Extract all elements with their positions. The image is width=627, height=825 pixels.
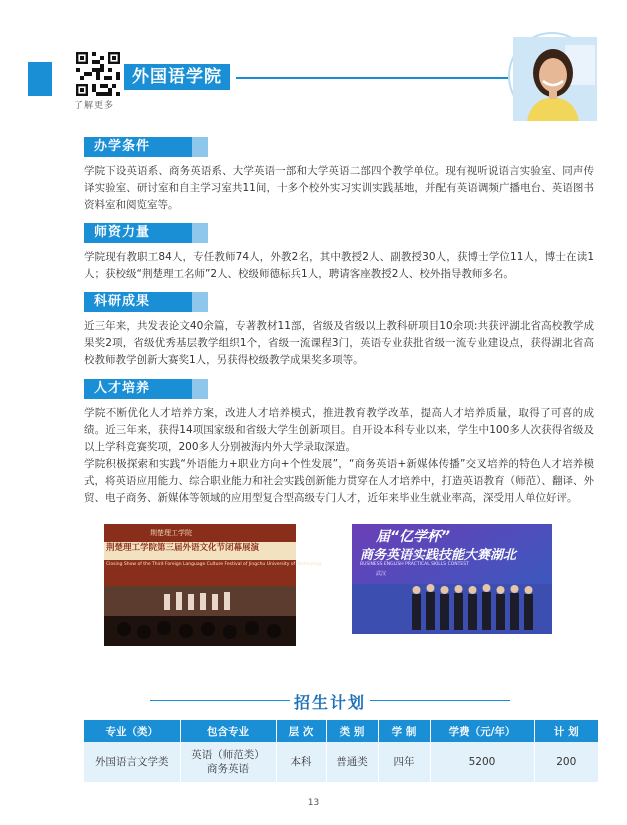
heading-bar-tail [192, 379, 208, 399]
column-header: 类 别 [326, 720, 378, 742]
major-name: 商务英语 [207, 763, 249, 775]
column-header: 学费（元/年） [430, 720, 534, 742]
column-header: 专业（类） [84, 720, 180, 742]
category-cell: 外国语言文学类 [84, 742, 180, 782]
enrollment-title-rule-right [370, 700, 510, 701]
section-heading-conditions [84, 137, 208, 157]
contest-banner-line1: 届“亿学杯” [376, 529, 451, 545]
column-header: 层 次 [276, 720, 326, 742]
qr-caption: 了解更多 [74, 101, 115, 111]
enrollment-title [0, 690, 627, 710]
table-header-row [84, 720, 598, 742]
heading-bar-tail [192, 223, 208, 243]
section-heading-faculty [84, 223, 208, 243]
plan-cell: 200 [534, 742, 598, 782]
title-divider [236, 77, 514, 79]
section-heading-label: 办学条件 [94, 139, 151, 154]
section-heading-label: 人才培养 [94, 381, 151, 396]
majors-cell [180, 742, 276, 782]
type-cell: 普通类 [326, 742, 378, 782]
paragraph: 近三年来，共发表论文40余篇，专著教材11部，省级及省级以上教科研项目10余项:共获评湖北省高校教学成果奖2项，省级优秀基层教学组织1个，省级一流课程3门，英语专业获批省级一流专业建设点，获得湖北省高校教师教学创新大赛奖1人，另获得校级教学成果奖多项等。 [84, 320, 594, 366]
page-number: 13 [307, 798, 320, 808]
paragraph: 学院下设英语系、商务英语系、大学英语一部和大学英语二部四个教学单位。现有视听说语言实验室、同声传译实验室、研讨室和自主学习室共11间，十多个校外实习实训实践基地，并配有英语调频广播电台、英语图书资料室和阅览室等。 [84, 165, 594, 211]
culture-festival-photo [104, 524, 322, 646]
section-heading-research [84, 292, 208, 312]
section-heading-label: 师资力量 [94, 225, 151, 240]
contest-banner-line2: 商务英语实践技能大赛湖北 [360, 548, 517, 563]
section-heading-label: 科研成果 [94, 294, 151, 309]
contest-venue: 武汉 [376, 571, 387, 577]
heading-bar-tail [192, 137, 208, 157]
heading-bar-tail [192, 292, 208, 312]
festival-banner-cn: 荆楚理工学院第三届外语文化节闭幕展演 [106, 543, 260, 553]
enrollment-title-rule-left [150, 700, 290, 701]
table-row [84, 742, 598, 782]
student-portrait-photo [510, 34, 594, 118]
column-header: 计 划 [534, 720, 598, 742]
side-accent-block [28, 62, 52, 96]
section-body-faculty [84, 249, 594, 283]
tuition-cell: 5200 [430, 742, 534, 782]
major-name: 英语（师范类） [191, 749, 265, 761]
paragraph: 学院现有教职工84人，专任教师74人，外教2名，其中教授2人、副教授30人，获博士学位11人，博士在读1人；获校级“荆楚理工名师”2人、校级师德标兵1人，聘请客座教授2人、校外指导教师多名。 [84, 251, 594, 280]
festival-banner-en: Closing Show of the Third Foreign Language Culture Festival of Jingchu University of Technology [106, 562, 322, 567]
qr-code[interactable] [76, 52, 120, 96]
section-heading-talent [84, 379, 208, 399]
page-title: 外国语学院 [124, 64, 230, 90]
paragraph: 学院积极探索和实践“外语能力+职业方向+个性发展”，“商务英语+新媒体传播”交叉培养的特色人才培养模式，将英语应用能力、综合职业能力和社会实践创新能力贯穿在人才培养中，打造英语教育（师范）、翻译、外贸、电子商务、新媒体等领域的应用型复合型高级专门人才，近年来毕业生就业率高，深受用人单位好评。 [84, 458, 594, 504]
column-header: 包含专业 [180, 720, 276, 742]
section-body-conditions [84, 163, 594, 214]
paragraph: 学院不断优化人才培养方案，改进人才培养模式，推进教育教学改革，提高人才培养质量，取得了可喜的成绩。近三年来，获得14项国家级和省级大学生创新项目。自开设本科专业以来，学生中100多人次获得省级及以上学科竞赛奖项，200多人分别被海内外大学录取深造。 [84, 407, 594, 453]
duration-cell: 四年 [378, 742, 430, 782]
enrollment-table [84, 720, 598, 782]
section-body-talent [84, 405, 594, 507]
school-logo-text: 荆楚理工学院 [150, 529, 192, 537]
column-header: 学 制 [378, 720, 430, 742]
business-english-contest-photo [352, 524, 552, 634]
level-cell: 本科 [276, 742, 326, 782]
contest-banner-en: BUSINESS ENGLISH PRACTICAL SKILLS CONTEST [360, 562, 469, 567]
section-body-research [84, 318, 594, 369]
enrollment-title-text: 招生计划 [293, 693, 366, 712]
